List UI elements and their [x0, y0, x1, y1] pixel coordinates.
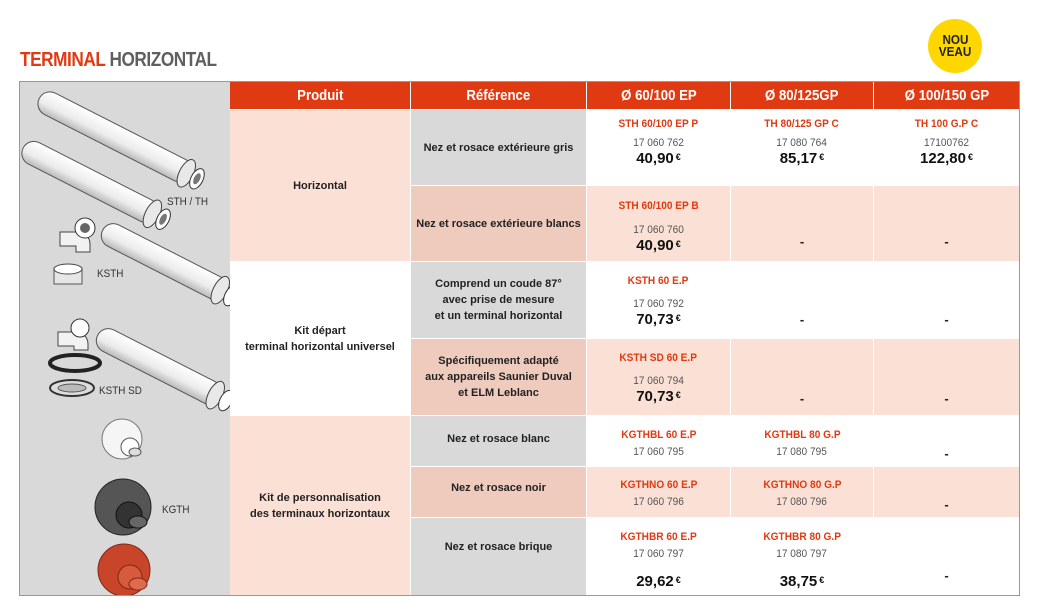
ref-blancs: Nez et rosace extérieure blancs — [411, 186, 586, 261]
cell-r6-c1: KGTHNO 60 E.P 17 060 796 — [587, 467, 730, 517]
cell-r5-c2: KGTHBL 80 G.P 17 080 795 — [731, 416, 873, 466]
ksth-pipe-icon — [96, 217, 230, 312]
kgth-black-icon — [95, 479, 151, 535]
label-sth-th: STH / TH — [167, 196, 209, 208]
cell-r5-c3: - — [874, 416, 1019, 466]
header-produit: Produit — [230, 82, 410, 109]
product-horizontal: Horizontal — [230, 110, 410, 261]
cell-r6-c2: KGTHNO 80 G.P 17 080 796 — [731, 467, 873, 517]
header-reference: Référence — [411, 82, 586, 109]
kgth-brick-icon — [98, 544, 150, 595]
header-col-100-150: Ø 100/150 GP — [874, 82, 1019, 109]
ref-blanc: Nez et rosace blanc — [411, 416, 586, 466]
product-kit-depart: Kit départ terminal horizontal universel — [230, 262, 410, 415]
page-title — [20, 49, 217, 72]
ref-brique: Nez et rosace brique — [411, 518, 586, 595]
cell-r4-c1: KSTH SD 60 E.P 17 060 794 70,73 € — [587, 339, 730, 415]
header-col-80-125: Ø 80/125GP — [731, 82, 873, 109]
cell-r2-c3: - — [874, 186, 1019, 261]
cell-r4-c3: - — [874, 339, 1019, 415]
cell-r7-c2: KGTHBR 80 G.P 17 080 797 38,75 € — [731, 518, 873, 595]
cell-r6-c3: - — [874, 467, 1019, 517]
sth-pipe-icon — [20, 85, 209, 235]
cell-r3-c3: - — [874, 262, 1019, 338]
cell-r5-c1: KGTHBL 60 E.P 17 060 795 — [587, 416, 730, 466]
cell-r7-c3: - — [874, 518, 1019, 595]
cell-r1-c2: TH 80/125 GP C 17 080 764 85,17 € — [731, 110, 873, 185]
badge-line-2: VEAU — [938, 44, 972, 59]
product-images-panel — [20, 82, 230, 595]
cell-r2-c1: STH 60/100 EP B 17 060 760 40,90 € — [587, 186, 730, 261]
ref-gris: Nez et rosace extérieure gris — [411, 110, 586, 185]
cell-r4-c2: - — [731, 339, 873, 415]
ref-noir: Nez et rosace noir — [411, 467, 586, 517]
cell-r7-c1: KGTHBR 60 E.P 17 060 797 29,62 € — [587, 518, 730, 595]
cell-r1-c3: TH 100 G.P C 17100762 122,80 € — [874, 110, 1019, 185]
product-kit-personnalisation: Kit de personnalisation des terminaux horizontaux — [230, 416, 410, 595]
ref-saunier-duval: Spécifiquement adapté aux appareils Saunier Duval et ELM Leblanc — [411, 339, 586, 415]
new-badge — [928, 19, 982, 73]
header-col-60-100: Ø 60/100 EP — [587, 82, 730, 109]
label-kgth: KGTH — [162, 504, 190, 516]
badge-line-1: NOU — [941, 32, 968, 47]
pipe-illustrations — [20, 82, 230, 595]
ksth-sd-elbow-icon — [50, 319, 100, 396]
ksth-sd-pipe-icon — [91, 322, 230, 417]
label-ksth: KSTH — [97, 268, 124, 280]
cell-r3-c2: - — [731, 262, 873, 338]
ksth-elbow-icon — [54, 218, 95, 284]
title-part-2: HORIZONTAL — [109, 49, 217, 71]
ref-coude: Comprend un coude 87° avec prise de mesure et un terminal horizontal — [411, 262, 586, 338]
cell-r2-c2: - — [731, 186, 873, 261]
cell-r1-c1: STH 60/100 EP P 17 060 762 40,90 € — [587, 110, 730, 185]
title-part-1: TERMINAL — [20, 49, 106, 71]
kgth-white-icon — [102, 419, 142, 459]
label-ksth-sd: KSTH SD — [99, 385, 142, 397]
cell-r3-c1: KSTH 60 E.P 17 060 792 70,73 € — [587, 262, 730, 338]
